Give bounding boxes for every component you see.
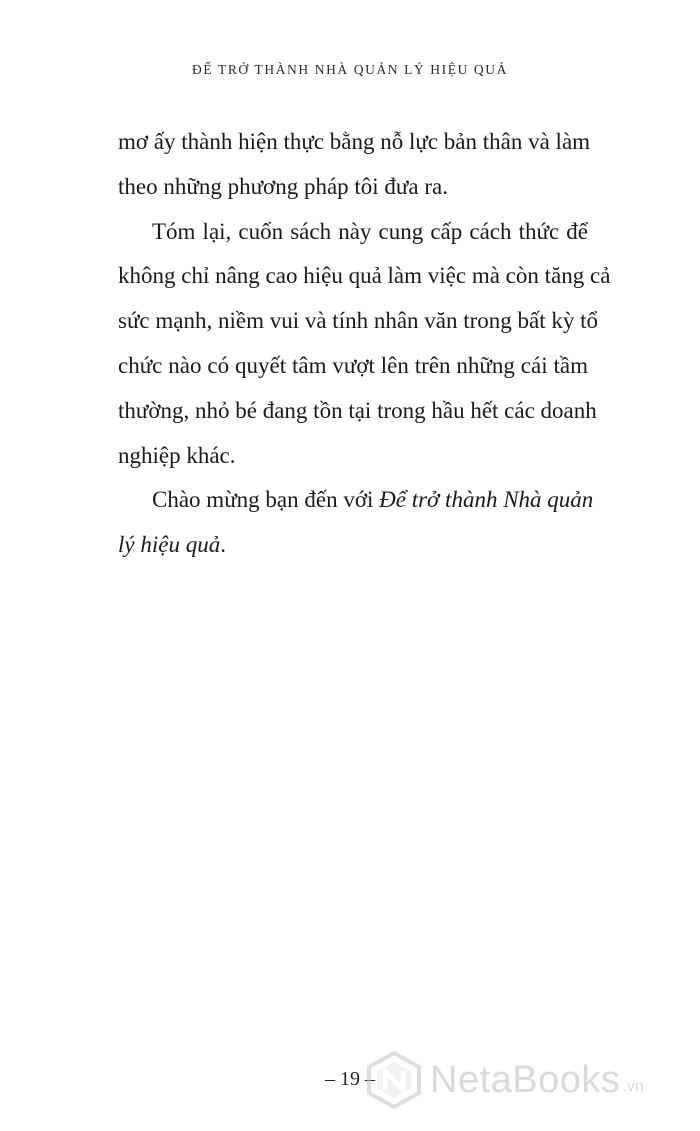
text-line: chức nào có quyết tâm vượt lên trên những cái tầm xyxy=(118,352,588,378)
closing-suffix: . xyxy=(220,532,226,558)
text-line: thường, nhỏ bé đang tồn tại trong hầu hết các doanh xyxy=(118,397,597,423)
closing-line xyxy=(118,478,594,523)
netabooks-logo-icon xyxy=(364,1050,424,1110)
watermark-brand: NetaBooks xyxy=(430,1058,621,1101)
text-line: sức mạnh, niềm vui và tính nhân văn trong bất kỳ tổ xyxy=(118,308,599,334)
text-line: Tóm lại, cuốn sách này cung cấp cách thức để xyxy=(152,218,588,244)
book-title-italic-cont: lý hiệu quả xyxy=(118,532,221,558)
body-text xyxy=(118,120,611,568)
text-line: không chỉ nâng cao hiệu quả làm việc mà còn tăng cả xyxy=(118,263,611,289)
closing-line-end xyxy=(118,523,588,568)
text-line: nghiệp khác. xyxy=(118,442,236,468)
watermark xyxy=(364,1042,694,1118)
running-header: ĐỂ TRỞ THÀNH NHÀ QUẢN LÝ HIỆU QUẢ xyxy=(192,62,508,77)
text-line: theo những phương pháp tôi đưa ra. xyxy=(118,173,448,199)
text-line: mơ ấy thành hiện thực bằng nỗ lực bản thân và làm xyxy=(118,129,591,154)
page-number: – 19 – xyxy=(325,1068,375,1090)
closing-prefix: Chào mừng bạn đến với xyxy=(152,487,380,513)
watermark-suffix: .vn xyxy=(622,1078,644,1095)
book-title-italic: Để trở thành Nhà quản xyxy=(379,487,594,513)
